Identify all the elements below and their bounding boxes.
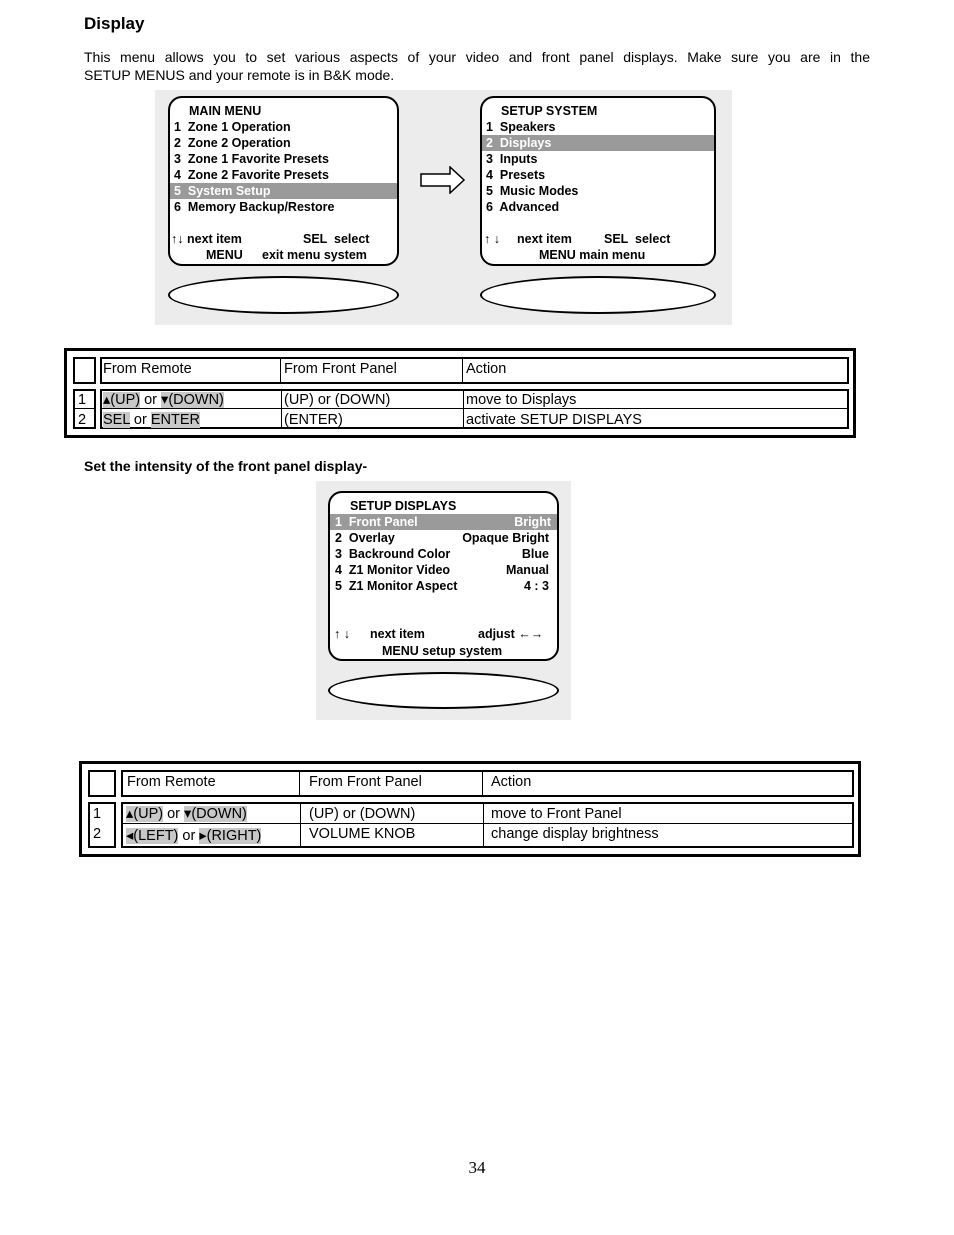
left-right-arrows-icon: ←→ (518, 627, 544, 641)
menu-item: 4 Z1 Monitor Video Manual (335, 563, 549, 577)
action-cell: change display brightness (491, 826, 659, 842)
front-panel-display-oval (168, 276, 399, 314)
main-menu-screen (168, 96, 399, 266)
action-cell: move to Front Panel (491, 806, 622, 822)
menu-item: 5 Music Modes (486, 184, 579, 198)
remote-cell: ◂(LEFT) or ▸(RIGHT) (126, 828, 262, 844)
select-hint: SEL select (604, 232, 671, 246)
panel-cell: (UP) or (DOWN) (309, 806, 416, 822)
setup-system-screen (480, 96, 716, 266)
select-hint: SEL select (303, 232, 370, 246)
col-header-action: Action (491, 774, 532, 790)
remote-cell: SEL or ENTER (103, 412, 200, 428)
main-menu-title: MAIN MENU (189, 104, 262, 118)
nav-hint: ↑↓ next item (171, 232, 242, 246)
menu-item: 3 Inputs (486, 152, 538, 166)
setup-system-title: SETUP SYSTEM (501, 104, 598, 118)
col-header-remote: From Remote (127, 774, 216, 790)
menu-key: MENU (206, 248, 243, 262)
panel-cell: VOLUME KNOB (309, 826, 416, 842)
menu-item: 4 Zone 2 Favorite Presets (174, 168, 329, 182)
menu-item: 2 Overlay Opaque Bright (335, 531, 549, 545)
menu-item: 6 Memory Backup/Restore (174, 200, 335, 214)
front-panel-display-oval (480, 276, 716, 314)
intro-paragraph (84, 48, 870, 84)
intro-line-1: This menu allows you to set various aspects of your video and front panel displays. Make sure you are in the (84, 49, 870, 65)
remote-cell: ▴(UP) or ▾(DOWN) (126, 806, 247, 822)
panel-cell: (UP) or (DOWN) (284, 392, 391, 408)
row-number: 2 (78, 412, 87, 428)
adjust-hint: adjust ←→ (478, 627, 544, 641)
menu-item: 4 Presets (486, 168, 546, 182)
menu-item: 2 Zone 2 Operation (174, 136, 291, 150)
menu-diagram-panel (155, 90, 732, 325)
header-num-cell (73, 357, 96, 384)
header-num-cell (88, 770, 116, 797)
right-arrow-icon (420, 166, 466, 194)
menu-hint: MENU main menu (539, 248, 646, 262)
menu-item-selected: 2 Displays (482, 135, 714, 151)
page-number: 34 (468, 1158, 486, 1177)
steps-table-2 (79, 761, 861, 857)
nav-hint: next item (517, 232, 572, 246)
menu-item: 5 Z1 Monitor Aspect 4 : 3 (335, 579, 549, 593)
nav-hint: next item (370, 627, 425, 641)
col-header-panel: From Front Panel (284, 361, 397, 377)
remote-cell: ▴(UP) or ▾(DOWN) (103, 392, 224, 408)
intro-line-2: SETUP MENUS and your remote is in B&K mode. (84, 67, 395, 83)
row-number: 2 (93, 826, 102, 842)
col-header-remote: From Remote (103, 361, 192, 377)
menu-item: 1 Zone 1 Operation (174, 120, 291, 134)
row-number: 1 (78, 392, 87, 408)
panel-cell: (ENTER) (284, 412, 343, 428)
up-down-arrows-icon: ↑ ↓ (334, 627, 350, 641)
menu-item: 1 Speakers (486, 120, 556, 134)
menu-hint: MENU setup system (382, 644, 503, 658)
page-title: Display (84, 14, 145, 33)
row-number: 1 (93, 806, 102, 822)
col-header-action: Action (466, 361, 507, 377)
menu-item: 6 Advanced (486, 200, 560, 214)
col-header-panel: From Front Panel (309, 774, 422, 790)
up-down-arrows-icon: ↑↓ (171, 232, 184, 246)
setup-displays-panel (316, 481, 571, 720)
menu-item-selected: 1 Front Panel Bright (330, 514, 557, 530)
setup-displays-screen (328, 491, 559, 661)
menu-item: 3 Backround Color Blue (335, 547, 549, 561)
action-cell: move to Displays (466, 392, 577, 408)
front-panel-display-oval (328, 672, 559, 709)
menu-item-selected: 5 System Setup (170, 183, 397, 199)
steps-table-1 (64, 348, 856, 438)
menu-item: 3 Zone 1 Favorite Presets (174, 152, 329, 166)
action-cell: activate SETUP DISPLAYS (466, 412, 642, 428)
up-down-arrows-icon: ↑ ↓ (484, 232, 500, 246)
section-subheading: Set the intensity of the front panel display- (84, 458, 368, 474)
menu-hint: exit menu system (262, 248, 367, 262)
setup-displays-title: SETUP DISPLAYS (350, 499, 457, 513)
